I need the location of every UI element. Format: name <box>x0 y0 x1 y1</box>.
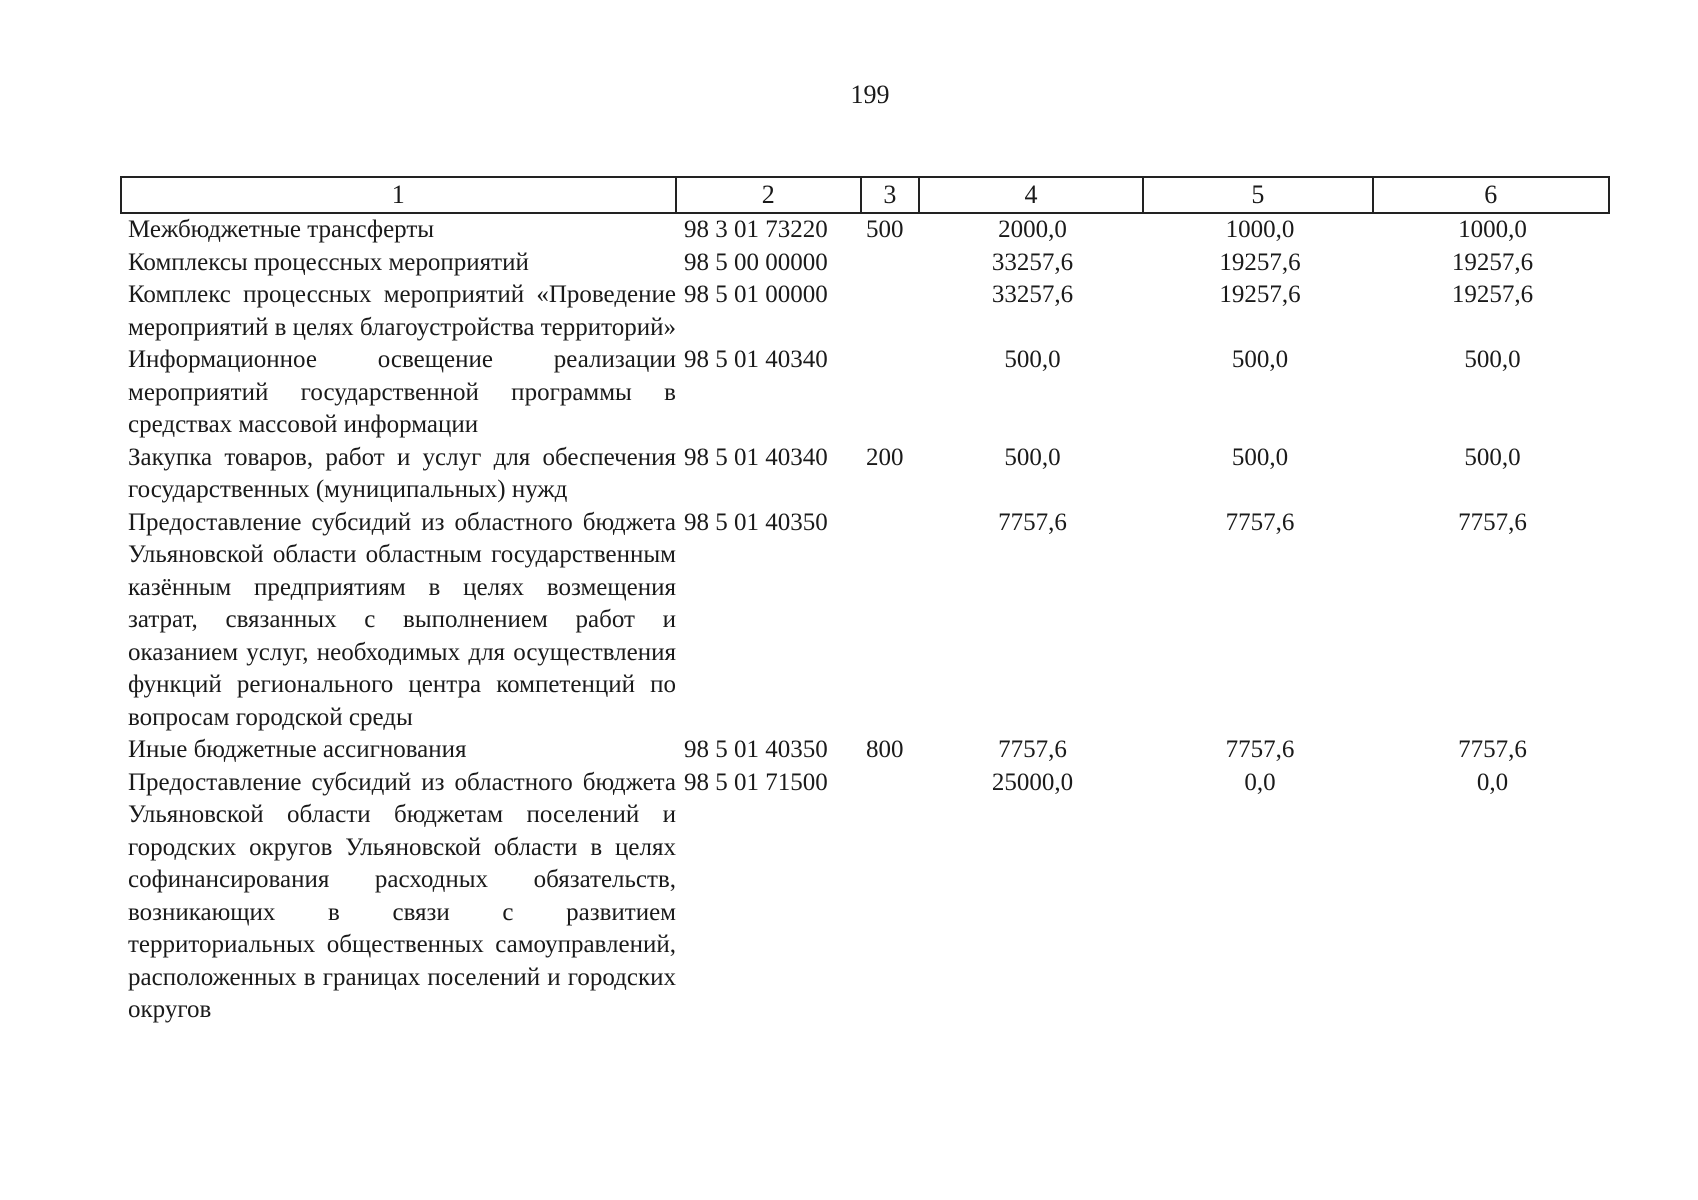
table-row <box>120 507 1610 735</box>
row-code: 98 5 01 71500 <box>684 768 828 796</box>
row-value-4: 500,0 <box>1004 346 1061 373</box>
row-value-4: 7757,6 <box>998 736 1067 763</box>
row-type <box>862 767 920 1027</box>
row-value-5: 7757,6 <box>1225 736 1295 763</box>
table-row <box>120 214 1610 247</box>
row-name: Предоставление субсидий из областного бюджета Ульяновской области областным государственным казённым предприятиям в целях возмещения затрат, связанных с выполнением работ и оказанием услуг, необходимых для осуществления функций регионального центра компетенций по вопросам городской среды <box>128 508 676 731</box>
column-header-1: 1 <box>122 178 677 212</box>
row-name: Предоставление субсидий из областного бюджета Ульяновской области бюджетам поселений и городских округов Ульяновской области в целях софинансирования расходных обязательств, возникающих в связи с развитием территориальных общественных самоуправлений, расположенных в границах поселений и городских округов <box>128 768 676 1023</box>
table-row <box>120 279 1610 344</box>
row-name: Закупка товаров, работ и услуг для обеспечения государственных (муниципальных) нужд <box>128 443 676 503</box>
table-row <box>120 734 1610 767</box>
row-value-6: 7757,6 <box>1458 736 1527 763</box>
row-value-4: 33257,6 <box>991 248 1074 276</box>
row-value-6: 500,0 <box>1464 443 1521 471</box>
row-value-6: 19257,6 <box>1451 281 1534 308</box>
row-code: 98 5 01 40350 <box>684 736 828 763</box>
column-header-6: 6 <box>1484 180 1498 209</box>
row-value-6: 500,0 <box>1464 346 1521 373</box>
row-code: 98 3 01 73220 <box>684 216 828 243</box>
table-header <box>120 176 1610 214</box>
row-value-4: 2000,0 <box>998 216 1067 243</box>
row-type <box>862 344 920 442</box>
row-name: Комплексы процессных мероприятий <box>128 248 529 276</box>
column-header-3: 3 <box>862 178 920 212</box>
row-value-6: 7757,6 <box>1458 508 1527 536</box>
table-row <box>120 767 1610 1027</box>
row-name: Иные бюджетные ассигнования <box>128 736 467 763</box>
table-body <box>120 214 1610 1027</box>
table-row <box>120 442 1610 507</box>
row-name: Межбюджетные трансферты <box>128 216 435 243</box>
row-value-5: 19257,6 <box>1219 248 1301 276</box>
row-value-4: 7757,6 <box>998 508 1067 536</box>
row-value-5: 7757,6 <box>1225 508 1295 536</box>
row-value-5: 1000,0 <box>1225 216 1295 243</box>
row-value-4: 500,0 <box>1004 443 1061 471</box>
row-code: 98 5 01 40340 <box>684 346 828 373</box>
column-header-2: 2 <box>677 178 863 212</box>
row-name: Информационное освещение реализации мероприятий государственной программы в средствах массовой информации <box>128 346 676 438</box>
row-name: Комплекс процессных мероприятий «Проведение мероприятий в целях благоустройства территорий» <box>128 281 677 341</box>
row-value-4: 25000,0 <box>991 768 1074 796</box>
row-type: 200 <box>866 443 904 471</box>
row-type <box>862 247 920 280</box>
column-header-4: 4 <box>920 178 1144 212</box>
row-type <box>862 507 920 735</box>
row-value-5: 19257,6 <box>1219 281 1301 308</box>
row-type <box>862 279 920 344</box>
column-header-5: 5 <box>1144 178 1373 212</box>
row-code: 98 5 01 40350 <box>684 508 828 536</box>
row-value-5: 0,0 <box>1244 768 1276 796</box>
row-value-6: 1000,0 <box>1458 216 1527 243</box>
row-code: 98 5 01 40340 <box>684 443 828 471</box>
table-row <box>120 344 1610 442</box>
row-value-6: 0,0 <box>1476 768 1509 796</box>
row-value-6: 19257,6 <box>1451 248 1534 276</box>
page-number: 199 <box>850 80 890 109</box>
row-code: 98 5 01 00000 <box>684 281 828 308</box>
row-code: 98 5 00 00000 <box>684 248 828 276</box>
row-type: 800 <box>866 736 904 763</box>
row-value-4: 33257,6 <box>991 281 1074 308</box>
row-value-5: 500,0 <box>1231 346 1289 373</box>
row-type: 500 <box>866 216 904 243</box>
table-row <box>120 247 1610 280</box>
row-value-5: 500,0 <box>1231 443 1289 471</box>
